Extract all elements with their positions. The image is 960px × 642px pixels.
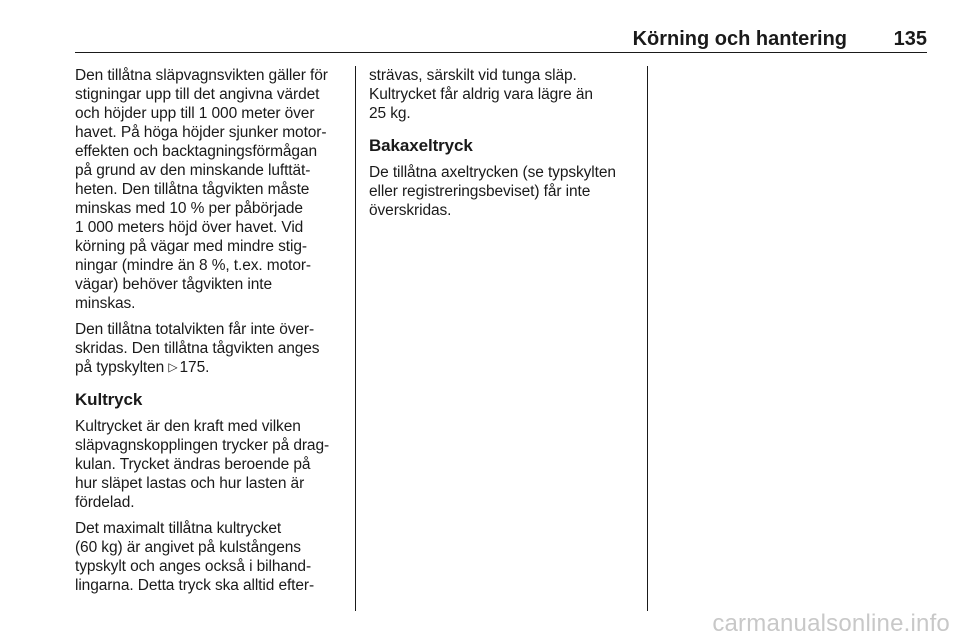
- text-line: [75, 358, 347, 377]
- text-line: Kultrycket får aldrig vara lägre än: [369, 86, 593, 103]
- text-line: kulan. Trycket ändras beroende på: [75, 456, 311, 473]
- text-line: eller registreringsbeviset) får inte: [369, 183, 591, 200]
- text-line: Den tillåtna totalvikten får inte över-: [75, 321, 315, 338]
- text-line: (60 kg) är angivet på kulstångens: [75, 539, 301, 556]
- text-column-2: [369, 66, 641, 227]
- paragraph-axle-load: [369, 163, 641, 220]
- column-divider-right: [647, 66, 648, 611]
- text-line: Den tillåtna släpvagnsvikten gäller för: [75, 67, 328, 84]
- text-line: effekten och backtagningsförmågan: [75, 143, 317, 160]
- text-line: minskas med 10 % per påbörjade: [75, 200, 303, 217]
- watermark: carmanualsonline.info: [712, 610, 950, 637]
- text-line: överskridas.: [369, 202, 452, 219]
- text-line: minskas.: [75, 295, 136, 312]
- text-column-1: [75, 66, 347, 602]
- text-line: skridas. Den tillåtna tågvikten anges: [75, 340, 320, 357]
- heading-bakaxeltryck: Bakaxeltryck: [369, 136, 473, 155]
- text-line: körning på vägar med mindre stig-: [75, 238, 307, 255]
- section-title: Körning och hantering: [632, 28, 847, 50]
- text-line: Kultrycket är den kraft med vilken: [75, 418, 301, 435]
- text-line: och höjder upp till 1 000 meter över: [75, 105, 315, 122]
- text-line: hur släpet lastas och hur lasten är: [75, 475, 305, 492]
- text-line: 1 000 meters höjd över havet. Vid: [75, 219, 304, 236]
- page-number: 135: [893, 28, 927, 50]
- text-line: 25 kg.: [369, 105, 411, 122]
- text-line: vägar) behöver tågvikten inte: [75, 276, 272, 293]
- text-line: fördelad.: [75, 494, 135, 511]
- text-line: typskylt och anges också i bilhand-: [75, 558, 312, 575]
- text-line: strävas, särskilt vid tunga släp.: [369, 67, 577, 84]
- text-line: stigningar upp till det angivna värdet: [75, 86, 320, 103]
- text-line: på grund av den minskande lufttät-: [75, 162, 311, 179]
- text-line: De tillåtna axeltrycken (se typskylten: [369, 164, 616, 181]
- page-header: [75, 26, 927, 53]
- paragraph-max-kultryck: [75, 519, 347, 595]
- paragraph-total-weight: [75, 320, 347, 377]
- paragraph-kultryck-continued: [369, 66, 641, 123]
- paragraph-kultryck-definition: [75, 417, 347, 512]
- heading-kultryck: Kultryck: [75, 390, 143, 409]
- paragraph-trailer-weight: [75, 66, 347, 313]
- column-divider-left: [355, 66, 356, 611]
- text-line: Det maximalt tillåtna kultrycket: [75, 520, 282, 537]
- page-reference-link[interactable]: 175.: [179, 359, 210, 376]
- text-line: lingarna. Detta tryck ska alltid efter-: [75, 577, 315, 594]
- text-line: heten. Den tillåtna tågvikten måste: [75, 181, 310, 198]
- text-line: havet. På höga höjder sjunker motor-: [75, 124, 327, 141]
- text-fragment: på typskylten: [75, 359, 165, 376]
- text-line: släpvagnskopplingen trycker på drag-: [75, 437, 330, 454]
- text-line: ningar (mindre än 8 %, t.ex. motor-: [75, 257, 311, 274]
- arrow-reference-icon[interactable]: ▷: [168, 360, 178, 374]
